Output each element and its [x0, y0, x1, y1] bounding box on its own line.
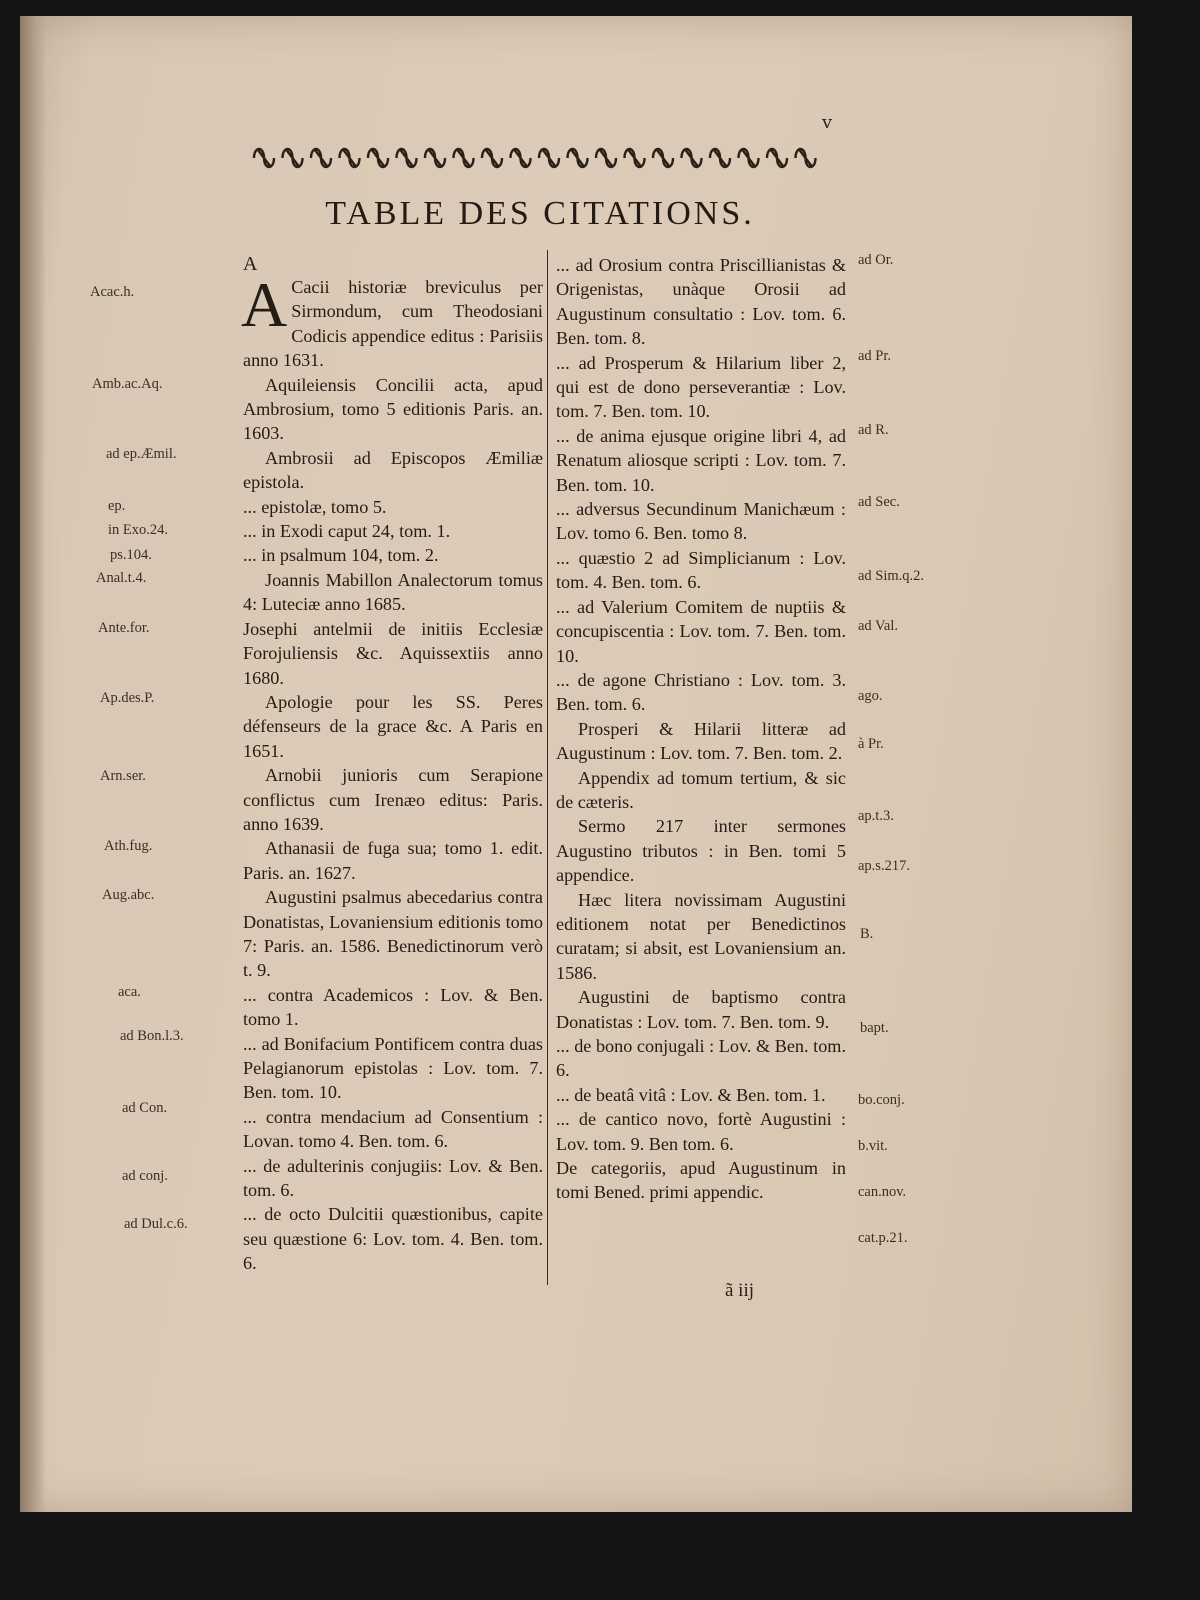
ornament-glyph [482, 149, 502, 167]
margin-abbrev: Aug.abc. [102, 887, 155, 903]
citation-entry: Ambrosii ad Episcopos Æmiliæ epistola. [243, 447, 543, 493]
margin-abbrev: ad Sec. [858, 494, 900, 510]
ornament-glyph [653, 149, 673, 167]
margin-abbrev: cat.p.21. [858, 1230, 908, 1246]
citation-entry: Josephi antelmii de initiis Ecclesiæ Forojuliensis &c. Aquissextiis anno 1680. [243, 618, 543, 688]
ornament-glyph [682, 149, 702, 167]
ornament-glyph [511, 149, 531, 167]
ornament-glyph [340, 149, 360, 167]
margin-abbrev: b.vit. [858, 1138, 888, 1154]
citation-entry: ... de beatâ vitâ : Lov. & Ben. tom. 1. [556, 1084, 826, 1105]
ornament-glyph [425, 149, 445, 167]
ornament-glyph [596, 149, 616, 167]
ornament-glyph [796, 149, 816, 167]
margin-abbrev: Amb.ac.Aq. [92, 376, 163, 392]
ornament-glyph [539, 149, 559, 167]
citation-entry: ... de adulterinis conjugiis: Lov. & Ben. tom. 6. [243, 1155, 543, 1201]
citation-entry: ... in Exodi caput 24, tom. 1. [243, 521, 451, 542]
ornament-glyph [283, 149, 303, 167]
margin-abbrev: Anal.t.4. [96, 570, 147, 586]
margin-abbrev: ap.s.217. [858, 858, 910, 874]
ornament-glyph [710, 149, 730, 167]
margin-abbrev: Ath.fug. [104, 838, 153, 854]
margin-abbrev: Ante.for. [98, 620, 150, 636]
ornamental-border [250, 138, 830, 178]
citation-entry: Prosperi & Hilarii litteræ ad Augustinum : Lov. tom. 7. Ben. tom. 2. [556, 718, 846, 764]
section-letter: A [243, 253, 258, 275]
margin-abbrev: bo.conj. [858, 1092, 905, 1108]
margin-abbrev: ad Dul.c.6. [124, 1216, 188, 1232]
ornament-glyph [625, 149, 645, 167]
citation-entry: ... adversus Secundinum Manichæum : Lov. tomo 6. Ben. tomo 8. [556, 499, 846, 544]
margin-abbrev: aca. [118, 984, 141, 1000]
citation-entry: Augustini de baptismo contra Donatistas : Lov. tom. 7. Ben. tom. 9. [556, 987, 846, 1032]
citation-entry: Arnobii junioris cum Serapione conflictus cum Irenæo editus: Paris. anno 1639. [243, 765, 543, 834]
ornament-glyph [454, 149, 474, 167]
margin-abbrev: ad R. [858, 422, 889, 438]
citation-entry: ... quæstio 2 ad Simplicianum : Lov. tom. 4. Ben. tom. 6. [556, 547, 846, 593]
margin-abbrev: Arn.ser. [100, 768, 146, 784]
margin-abbrev: can.nov. [858, 1184, 907, 1200]
margin-abbrev: ad Pr. [858, 348, 892, 364]
margin-abbrev: ad conj. [122, 1168, 168, 1184]
margin-abbrev: ad Sim.q.2. [858, 568, 925, 584]
margin-abbrev: ep. [108, 498, 126, 514]
citation-entry: ... ad Bonifacium Pontificem contra duas Pelagianorum epistolas : Lov. tom. 7. Ben. tom. 10. [243, 1033, 543, 1103]
citation-entry: Augustini psalmus abecedarius contra Donatistas, Lovaniensium editionis tomo 7: Paris. an. 1586. Benedictinorum verò t. 9. [243, 887, 543, 981]
citation-entry: Apologie pour les SS. Peres défenseurs de la grace &c. A Paris en 1651. [243, 691, 543, 761]
citation-entry: ... de octo Dulcitii quæstionibus, capite seu quæstione 6: Lov. tom. 4. Ben. tom. 6. [243, 1204, 543, 1274]
signature-mark-top: v [822, 112, 833, 133]
citation-entry: ... de bono conjugali : Lov. & Ben. tom. 6. [556, 1036, 846, 1081]
margin-abbrev: ad Val. [858, 618, 899, 634]
citation-entry: ... in psalmum 104, tom. 2. [243, 545, 439, 566]
ornament-glyph [368, 149, 388, 167]
column-divider [547, 250, 548, 1285]
margin-abbrev: ad Or. [858, 252, 894, 268]
ornament-glyph [254, 149, 274, 167]
page-title: TABLE DES CITATIONS. [325, 195, 755, 232]
page-binding-shadow [20, 16, 46, 1512]
ornament-glyph [311, 149, 331, 167]
margin-abbrev: ago. [858, 688, 883, 704]
signature-mark-bottom: ã iij [725, 1280, 755, 1301]
margin-abbrev: bapt. [860, 1020, 889, 1036]
dropcap-letter: A [241, 269, 288, 340]
margin-abbrev: Ap.des.P. [100, 690, 155, 706]
margin-abbrev: ad Bon.l.3. [120, 1028, 184, 1044]
citation-entry [241, 269, 543, 373]
margin-abbrev: B. [860, 926, 874, 942]
ornament-glyph [739, 149, 759, 167]
right-column [556, 253, 846, 1205]
citation-entry: ... de agone Christiano : Lov. tom. 3. Ben. tom. 6. [556, 669, 846, 715]
entry-text: Cacii historiæ breviculus per Sirmondum, cum Theodosiani Codicis appendice editus : Parisiis anno 1631. [243, 277, 543, 371]
citation-entry: Hæc litera novissimam Augustini editionem notat per Benedictinos curatam; si absit, est Lovaniensium an. 1586. [556, 889, 846, 983]
margin-abbrev: ap.t.3. [858, 808, 894, 824]
citation-entry: Joannis Mabillon Analectorum tomus 4: Luteciæ anno 1685. [243, 569, 543, 615]
citation-entry: Athanasii de fuga sua; tomo 1. edit. Paris. an. 1627. [243, 838, 543, 883]
margin-abbrev: ad Con. [122, 1100, 168, 1116]
margin-abbrev: à Pr. [858, 736, 884, 752]
citation-entry: ... contra mendacium ad Consentium : Lovan. tomo 4. Ben. tom. 6. [243, 1106, 543, 1152]
citation-entry: De categoriis, apud Augustinum in tomi Bened. primi appendic. [556, 1158, 846, 1203]
citation-entry: Aquileiensis Concilii acta, apud Ambrosium, tomo 5 editionis Paris. an. 1603. [243, 374, 543, 444]
citation-entry: ... ad Prosperum & Hilarium liber 2, qui est de dono perseverantiæ : Lov. tom. 7. Ben. tom. 10. [556, 352, 846, 422]
citation-entry: Sermo 217 inter sermones Augustino tributos : in Ben. tomi 5 appendice. [556, 816, 846, 886]
citation-entry: ... de anima ejusque origine libri 4, ad Renatum aliosque scripti : Lov. tom. 7. Ben. tom. 10. [556, 425, 846, 495]
margin-abbrev: in Exo.24. [108, 522, 169, 538]
citation-entry: ... de cantico novo, fortè Augustini : Lov. tom. 9. Ben tom. 6. [556, 1109, 846, 1154]
margin-abbrev: Acac.h. [90, 284, 135, 300]
citation-entry: ... contra Academicos : Lov. & Ben. tomo 1. [243, 984, 543, 1030]
ornament-glyph [397, 149, 417, 167]
ornament-glyph [767, 149, 787, 167]
citation-entry: Appendix ad tomum tertium, & sic de cæteris. [556, 767, 846, 812]
margin-abbrev: ps.104. [110, 547, 152, 563]
left-column [243, 253, 543, 1276]
ornament-glyph [568, 149, 588, 167]
citation-entry: ... ad Orosium contra Priscillianistas & Origenistas, unàque Orosii ad Augustinum consultatio : Lov. tom. 6. Ben. tom. 8. [556, 255, 846, 349]
margin-abbrev: ad ep.Æmil. [106, 446, 177, 462]
citation-entry: ... epistolæ, tomo 5. [243, 496, 387, 517]
citation-entry: ... ad Valerium Comitem de nuptiis & concupiscentia : Lov. tom. 7. Ben. tom. 10. [556, 596, 846, 666]
